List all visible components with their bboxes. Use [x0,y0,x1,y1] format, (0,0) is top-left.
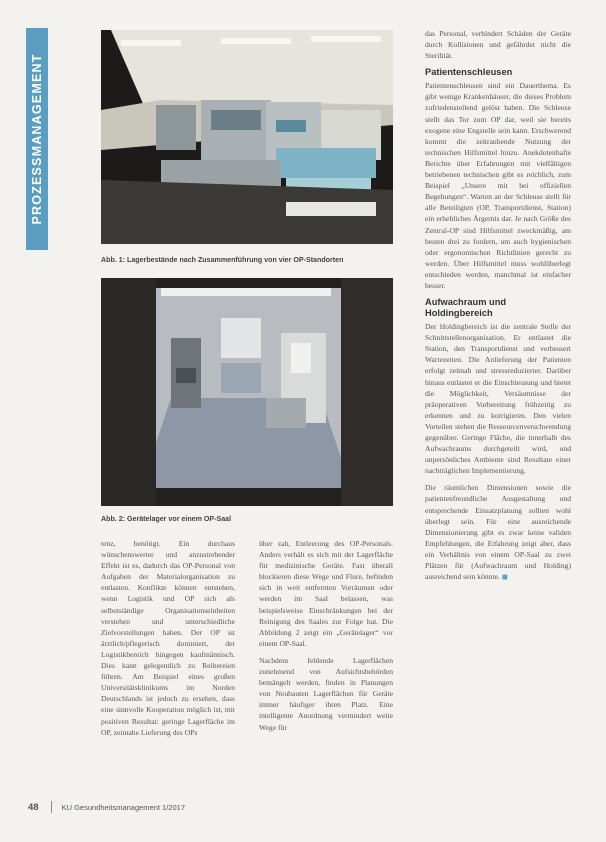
section-heading-aufwachraum: Aufwachraum und Holdingbereich [425,297,507,319]
figure-1-photo [101,30,393,244]
paragraph: tenz, benötigt. Ein durchaus wünschenswerter und anzustrebender Effekt ist es, dadurch das OP-Personal von Aufgaben der Materialorganisation zu entlasten. Konflikte können entstehen, wenn Logistik und OP sich als selbstständige Organisationseinheiten verstehen und unterschiedliche Zielvorstellungen haben. Der OP ist ärztlich/pflegerisch dominiert, der Logistikbereich hingegen kaufmännisch. Dies kann gelegentlich zu Reibereien führen. Am Beispiel eines großen Universitätsklinikums im Norden Deutschlands ist jedoch zu ersehen, dass eine sinnvolle Kooperation möglich ist, mit positiven Resultat: geringe Lagerfläche im OP, zeitnahe Lieferung des OPs [101,539,235,737]
paragraph: über zah, Entleerung des OP-Personals. Anders verhält es sich mit der Lagerfläche für medizinische Geräte. Fast überall blockieren diese Wege und Flure, befinden sich in weit entfernten Vorräumen oder werden im Saal belassen, was beispielsweise Einschränkungen bei der Reinigung des Saales zur Folge hat. Die Abbildung 2 zeigt ein „Gerätelager“ vor einem OP-Saal. [259,539,393,648]
text-column-1 [101,538,235,744]
page-footer [28,800,185,814]
end-mark-icon: ◼ [501,572,509,582]
paragraph: das Personal, verhindert Schäden der Geräte durch Kollisionen und gefährdet nicht die Sterilität. [425,29,571,61]
section-tab [26,28,48,250]
journal-name: KU Gesundheitsmanagement 1/2017 [61,802,185,812]
paragraph: Der Holdingbereich ist die zentrale Stelle der Schnittstellenorganisation. Er entlastet die Station, den Transportdienst und verbessert Wartezeiten. Die Anlieferung der Patienten erfolgt zeitnah und stressreduzierter. Darüber hinaus entlastet er die Einschleusung und bietet die Möglichkeit, Versäumnisse der präoperativen Vorbereitung frühzeitig zu erkennen und zu korrigieren. Den vielen Vorteilen stehen die Ressourcenverschwendung gegenüber. Geringe Fläche, die innerhalb des Aufwachraums durchgeteilt wird, und unpersönliches Ambiente sind Resultate einer nachträglichen Implementierung. [425,322,571,476]
footer-divider [51,801,52,813]
paragraph [425,482,571,582]
text-column-2 [259,538,393,739]
figure-1-caption: Abb. 1: Lagerbestände nach Zusammenführung von vier OP-Standorten [101,256,344,264]
paragraph: Patientenschleusen sind ein Dauerthema. Es gibt wenige Krankenhäuser, die dieses Problem zufriedenstellend gelöst haben. Die Schleuse stellt das Tor zum OP dar, weil sie bereits exogene eine Engstelle sein kann. Erschwerend kommt die zeitraubende Nutzung der technischen Hilfsmittel hinzu. Anekdotenhafte Berichte über Erfahrungen mit vielfältigen betriebenen technischen gibt es reichlich, zum Beispiel „Unsere mit bei offiziellen Begehungen“. Warten an der Schleuse stellt für alle Beteiligten (OP, Transportdienst, Station) ein erhebliches Ärgernis dar. Je nach Größe des Zentral-OP sind Hilfsmittel zweckmäßig, am besten drei zu fordern, um auch hygienischen oder ergonomischen Richtlinien gerecht zu werden. Über Hilfsmittel muss wohlüberlegt entschieden werden, manchmal ist einfacher besser. [425,81,571,290]
text-column-3 [425,28,571,588]
section-heading-patientenschleusen: Patientenschleusen [425,67,513,78]
section-tab-label: PROZESSMANAGEMENT [30,53,44,225]
figure-2-caption: Abb. 2: Gerätelager vor einem OP-Saal [101,515,232,523]
paragraph-text: Die räumlichen Dimensionen sowie die patientenfreundliche Ausgestaltung und entsprechende Einsatzplanung sollten wohl überlegt sein. Für eine ausreichende Dimensionierung gibt es zwar keine validen Empfehlungen, die Erfahrung zeigt aber, dass ein Verhältnis von einem OP-Saal zu zwei Plätzen für (Aufwachraum und Holding) ausreichend sein könnte. [425,483,571,582]
figure-2-photo [101,278,393,506]
page-number: 48 [28,801,39,813]
paragraph: Nachdem fehlende Lagerflächen zunehmend von Aufsichtsbehörden bemängelt werden, finden in Planungen von Neubauten Lagerflächen für Geräte immer häufiger ihren Platz. Eine intelligente Anordnung vermindert weite Wege für [259,655,393,732]
